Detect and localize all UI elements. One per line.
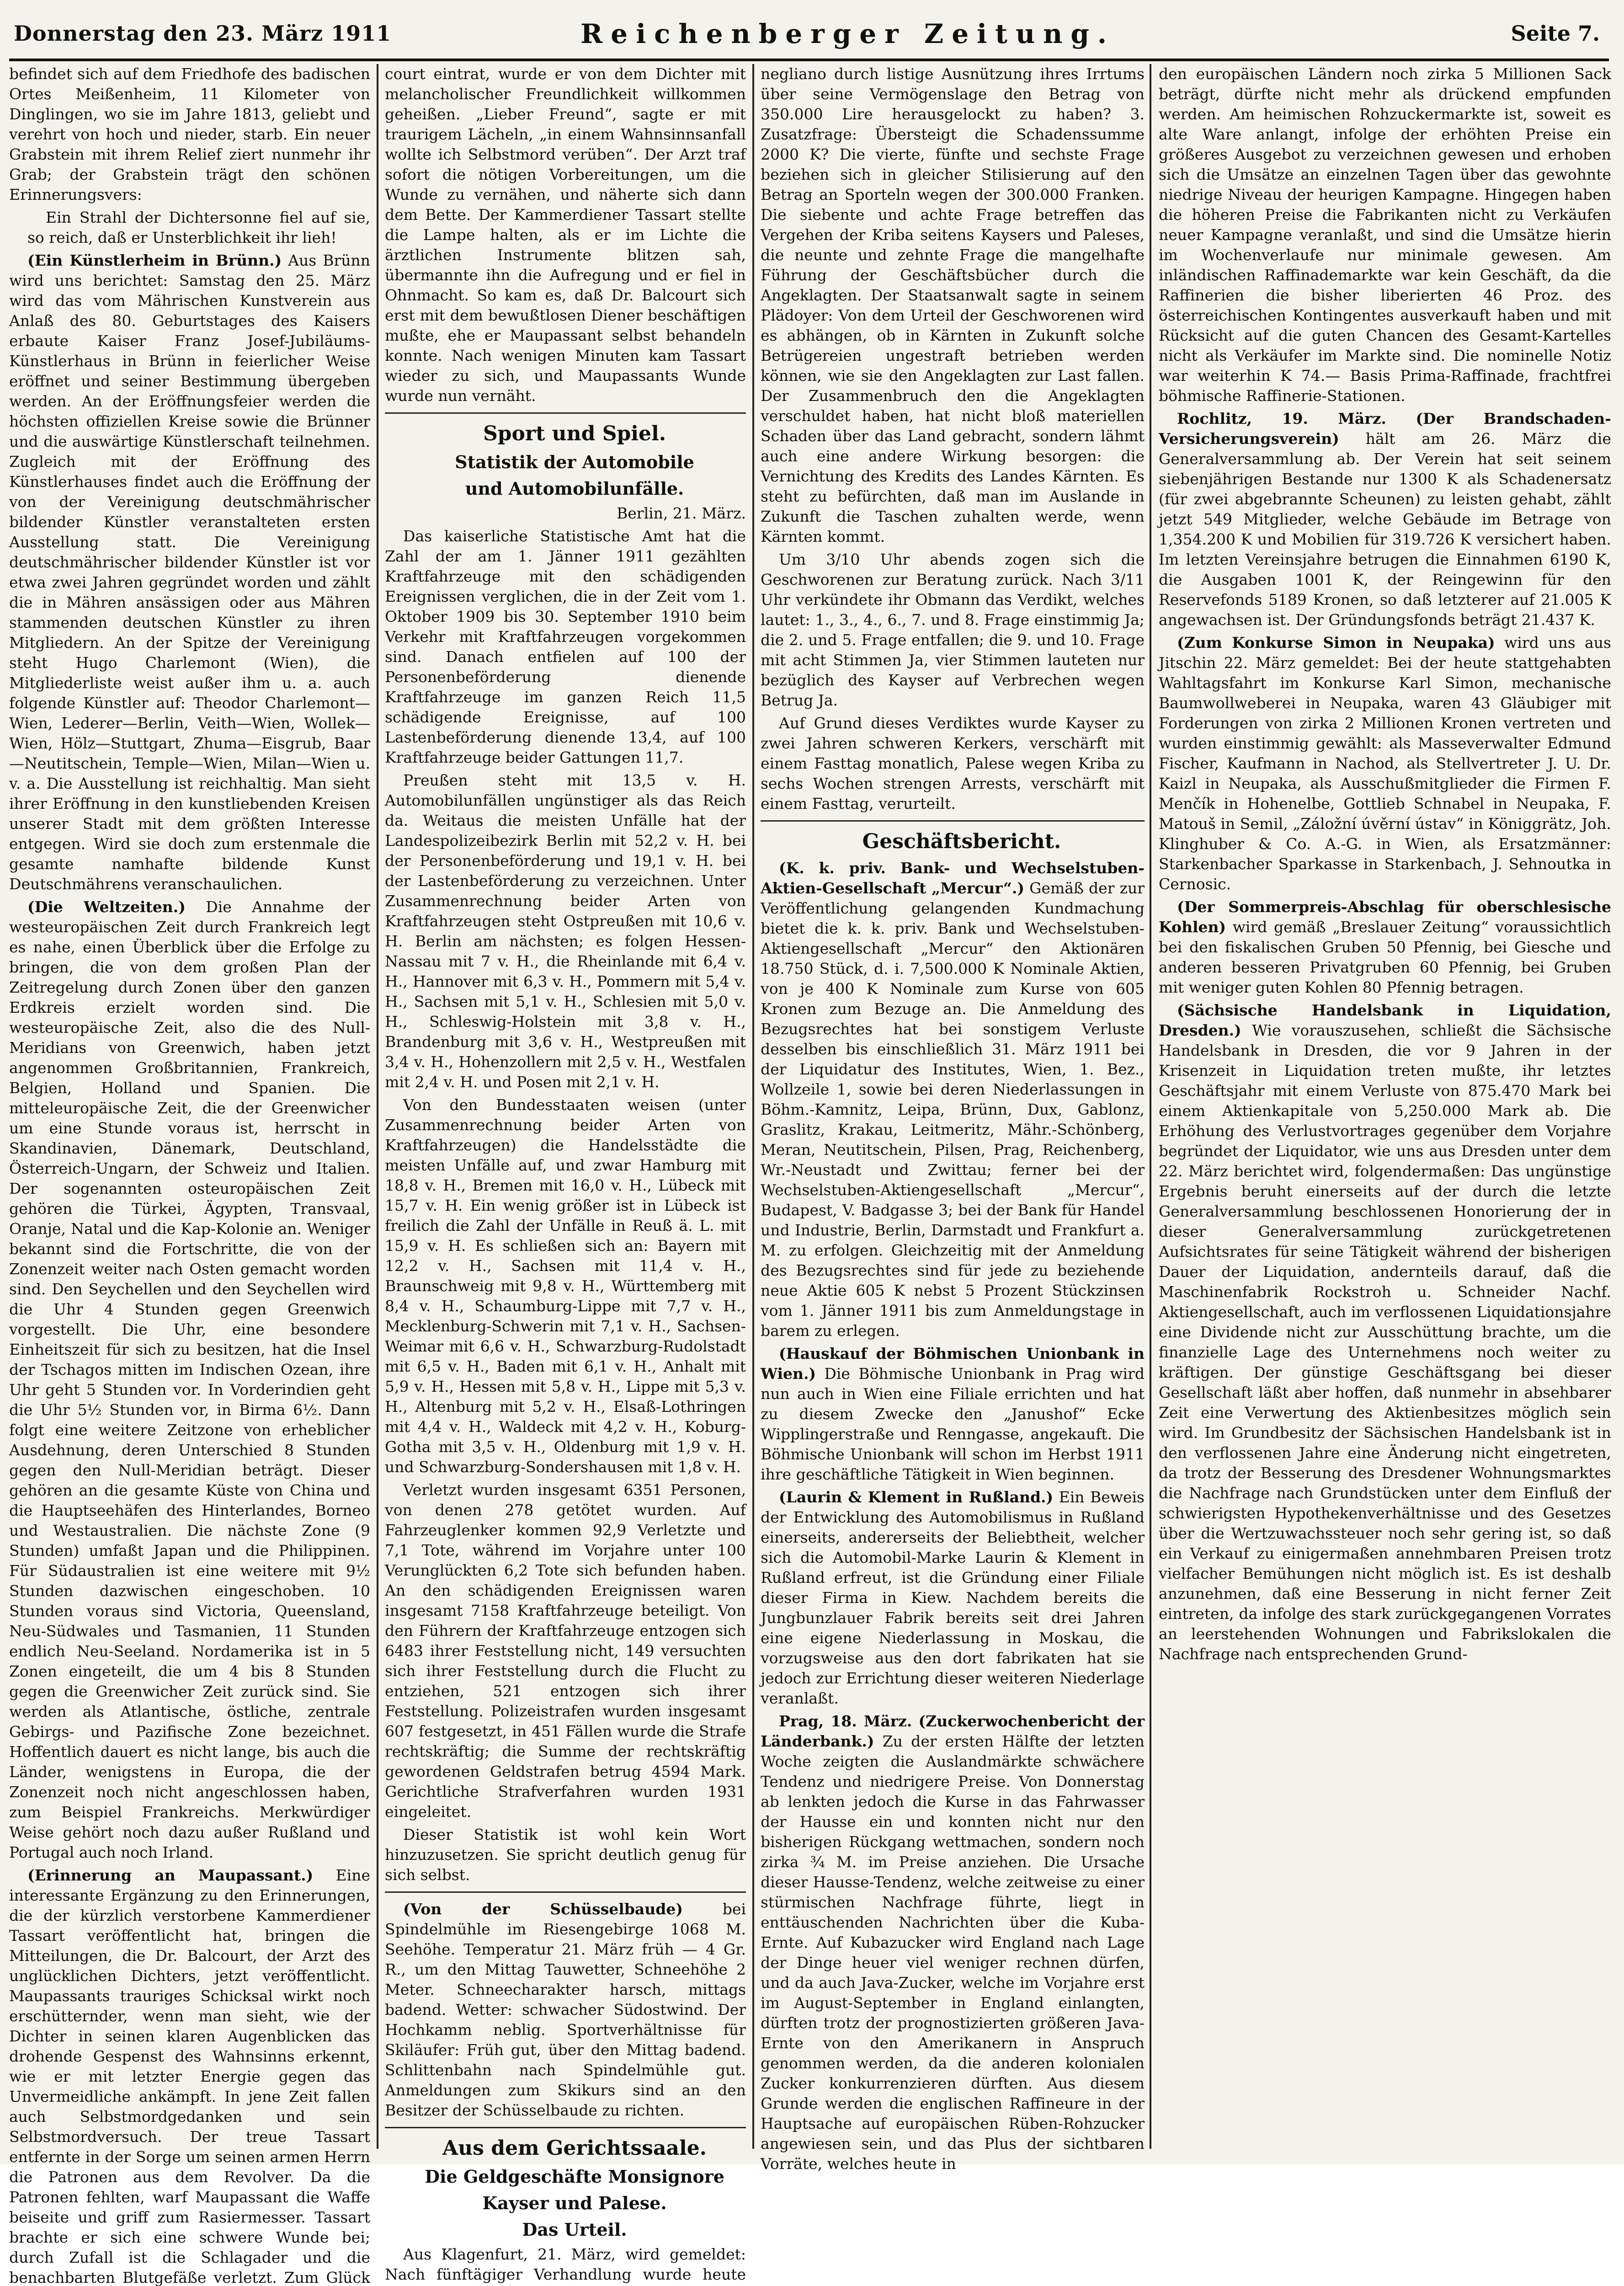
article-unionbank [761,1344,1145,1485]
article-body: Wie vorauszusehen, schließt die Sächsische Handelsbank in Dresden, die vor 9 Jahren in der Krisenzeit in Liquidation treten mußte, ihr letztes Geschäftsjahr mit einem Verluste von 875.470 Mark bei einem Aktienkapitale von 5,250.000 Mark ab. Die Erhöhung des Verlustvortrages gegenüber dem Vorjahre begründet der Liquidator, wie uns aus Dresden unter dem 22. März berichtet wird, folgendermaßen: Das ungünstige Ergebnis beruht einerseits auf der durch die letzte Generalversammlung beschlossenen Honorierung der in dieser Generalversammlung zurückgetretenen Aufsichtsrates für seine Tätigkeit während der bisherigen Dauer der Liquidation, andernteils darauf, daß die Maschinenfabrik Rockstroh u. Schneider Nachf. Aktiengesellschaft, auch im verflossenen Liquidationsjahre eine Dividende nicht zur Ausschüttung brachte, um die finanzielle Lage des Unternehmens noch weiter zu kräftigen. Der günstige Geschäftsgang bei dieser Gesellschaft läßt aber hoffen, daß nunmehr in absehbarer Zeit eine Verwertung des Aktienbesitzes möglich sein wird. Im Grundbesitz der Sächsischen Handelsbank ist in den verflossenen Jahre eine Änderung nicht eingetreten, da trotz der Besserung des Dresdener Wohnungsmarktes die Nachfrage nach Grundstücken unter dem Einfluß der schwierigsten Hypothekenverhältnisse und des Gesetzes über die Wertzuwachssteuer noch sehr gering ist, so daß ein Verkauf zu einigermaßen annehmbaren Preisen trotz vielfacher Bemühungen nicht möglich ist. Es ist deshalb anzunehmen, daß eine Besserung in nicht ferner Zeit eintreten, da infolge des stark zurückgegangenen Vorrates an leerstehenden Wohnungen und Fabrikslokalen die Nachfrage nach entsprechenden Grund- [1159,1021,1611,1663]
article-headline: (Erinnerung an Maupassant.) [27,1866,314,1884]
article-handelsbank [1159,1000,1611,1664]
article-headline: Die Geldgeschäfte Monsignore [425,2166,724,2187]
article-headline: (Zuckerwochenbericht der Länderbank.) [761,1712,1145,1750]
dateline: Berlin, 21. März. [617,504,746,522]
column-4 [1159,64,1611,2149]
article-headline: (Sächsische Handelsbank in Liquidation, Dresden.) [1159,1001,1611,1039]
article-paragraph: Verletzt wurden insgesamt 6351 Personen, von denen 278 getötet wurden. Auf Fahrzeuglenker kommen 92,9 Verletzte und 7,1 Tote, während im Vorjahre unter 100 Verunglückten 6,2 Tote sich befunden haben. An den schädigenden Ereignissen waren insgesamt 7158 Kraftfahrzeuge beteiligt. Von den Führern der Kraftfahrzeuge entzogen sich 6483 ihrer Feststellung nicht, 149 versuchten sich ihrer Feststellung durch die Flucht zu entziehen, 521 entzogen sich ihrer Feststellung. Polizeistrafen wurden insgesamt 607 festgesetzt, in 451 Fällen wurde die Strafe rechtskräftig; die Summe der rechtskräftig gewordenen Geldstrafen betrug 4594 Mark. Gerichtliche Strafverfahren wurden 1931 eingeleitet. [385,1481,746,1821]
article-maupassant [9,1865,370,2286]
section-divider [385,2127,746,2128]
article-paragraph: Dieser Statistik ist wohl kein Wort hinzuzusetzen. Sie spricht deutlich genug für sich selbst. [385,1826,746,1884]
page-number: Seite 7. [1511,21,1600,46]
article-body: Gemäß der zur Veröffentlichung gelangenden Kundmachung bietet die k. k. priv. Bank und Wechselstuben-Aktiengesellschaft „Mercur“ den Aktionären 18.750 Stück, d. i. 7,500.000 K Nominale Aktien, von je 400 K Nominale zum Kurse von 605 Kronen zum Bezuge an. Die Anmeldung des Bezugsrechtes hat bei sonstigem Verluste desselben bis einschließlich 31. März 1911 bei der Liquidatur des Institutes, Wien, 1. Bez., Wollzeile 1, sowie bei deren Niederlassungen in Böhm.-Kamnitz, Leipa, Brünn, Dux, Gablonz, Graslitz, Krakau, Leitmeritz, Mähr.-Schönberg, Meran, Neutitschein, Pilsen, Prag, Reichenberg, Wr.-Neustadt und Zwittau; ferner bei der Wechselstuben-Aktiengesellschaft „Mercur“, Budapest, V. Badgasse 3; bei der Bank für Handel und Industrie, Berlin, Darmstadt und Frankfurt a. M. zu erfolgen. Gleichzeitig mit der Anmeldung des Bezugsrechtes sind für jede zu beziehende neue Aktie 605 K nebst 5 Prozent Stückzinsen vom 1. Jänner 1911 bis zum Anmeldungstage in barem zu erlegen. [761,879,1145,1340]
header-date: Donnerstag den 23. März 1911 [14,21,392,46]
verse: Ein Strahl der Dichtersonne fiel auf sie, so reich, daß er Unsterblichkeit ihr lieh! [27,208,370,246]
article-weltzeiten [9,897,370,1863]
article-headline: Kayser und Palese. [482,2193,667,2213]
article-kuenstlerheim [9,251,370,894]
article-subheadline: Das Urteil. [522,2219,627,2240]
article-mercur [761,858,1145,1341]
section-divider [385,412,746,414]
article-paragraph: Von den Bundesstaaten weisen (unter Zusammenrechnung beider Arten von Kraftfahrzeugen) die Handelsstädte die meisten Unfälle auf, und zwar Hamburg mit 18,8 v. H., Bremen mit 16,0 v. H., Lübeck mit 15,7 v. H. Ein wenig größer ist in Lübeck ist freilich die Zahl der Unfälle in Reuß ä. L. mit 15,9 v. H. Es schließen sich an: Bayern mit 12,2 v. H., Sachsen mit 11,4 v. H., Braunschweig mit 9,8 v. H., Württemberg mit 8,4 v. H., Schaumburg-Lippe mit 7,7 v. H., Mecklenburg-Schwerin mit 7,1 v. H., Sachsen-Weimar mit 6,6 v. H., Schwarzburg-Rudolstadt mit 6,5 v. H., Baden mit 6,1 v. H., Anhalt mit 5,9 v. H., Hessen mit 5,8 v. H., Lippe mit 5,3 v. H., Altenburg mit 5,2 v. H., Elsaß-Lothringen mit 4,4 v. H., Waldeck mit 4,2 v. H., Koburg-Gotha mit 3,5 v. H., Oldenburg mit 1,9 v. H. und Schwarzburg-Sondershausen mit 1,8 v. H. [385,1096,746,1476]
article-laurin-klement [761,1487,1145,1709]
article-zuckerbericht [761,1711,1145,2174]
article-continuation: den europäischen Ländern noch zirka 5 Millionen Sack beträgt, dürfte nicht mehr als drückend empfunden werden. Am heimischen Rohzuckermarkte ist, soweit es alte Ware anlangt, infolge der erhöhten Preise ein größeres Ausgebot zu verzeichnen gewesen und erhoben sich die Umsätze an einzelnen Tagen über das gewohnte niedrige Niveau der heurigen Kampagne. Hingegen haben die höheren Preise die Fabrikanten nicht zu Verkäufen neuer Kampagne veranlaßt, und sind die Umsätze hierin im Wochenverlaufe nur minimale gewesen. Am inländischen Raffinademarkte war kein Geschäft, da die Raffinerien die bisher liberierten 46 Proz. des österreichischen Kontingentes ausverkauft haben und mit Rücksicht auf die guten Chancen des Gesamt-Kartelles nicht als Verkäufer im Markte sind. Die nominelle Notiz war weiterhin K 74.— Basis Prima-Raffinade, frachtfrei böhmische Raffinerie-Stationen. [1159,65,1611,405]
article-headline: (K. k. priv. Bank- und Wechselstuben-Aktien-Gesellschaft „Mercur“.) [761,859,1145,897]
masthead-title: Reichenberger Zeitung. [580,18,1115,49]
article-body: Die Böhmische Unionbank in Prag wird nun auch in Wien eine Filiale errichten und hat zu diesem Zwecke den „Janushof“ Ecke Wipplingerstraße und Renngasse, angekauft. Die Böhmische Unionbank will schon im Herbst 1911 ihre geschäftliche Tätigkeit in Wien beginnen. [761,1365,1145,1483]
article-headline: (Hauskauf der Böhmischen Unionbank in Wien.) [761,1345,1145,1383]
column-3 [761,64,1145,2173]
article-headline: (Der Sommerpreis-Abschlag für oberschlesische Kohlen) [1159,898,1611,936]
article-headline: (Der Brandschaden-Versicherungsverein) [1159,410,1611,448]
article-headline: (Laurin & Klement in Rußland.) [779,1488,1054,1506]
column-rule [1150,64,1151,2149]
article-continuation: negliano durch listige Ausnützung ihres Irrtums über seine Vermögenslage den Betrag von 350.000 Lire herausgelockt zu haben? 3. Zusatzfrage: Übersteigt die Schadenssumme 2000 K? Die vierte, fünfte und sechste Frage beziehen sich in gleicher Stilisierung auf den Betrag an Sporteln wegen der 300.000 Franken. Die siebente und achte Frage betreffen das Vergehen der Kriba seitens Kaysers und Paleses, die neunte und zehnte Frage die mangelhafte Führung der Geschäftsbücher durch die Angeklagten. Der Staatsanwalt sagte in seinem Plädoyer: Von dem Urteil der Geschworenen wird es abhängen, ob in Kärnten in Zukunft solche Betrügereien ungestraft betrieben werden können, wie sie den Angeklagten zur Last fallen. Der Zusammenbruch den die Angeklagten verschuldet haben, hat nicht bloß materiellen Schaden über das Land gebracht, sondern lähmt auch eine andere Wirkung besorgen: die Vernichtung des Kredits des Landes Kärnten. Es steht zu befürchten, daß man im Auslande in Zukunft die Taschen zuhalten werde, wenn Kärnten kommt. [761,65,1145,545]
article-paragraph: Aus Klagenfurt, 21. März, wird gemeldet: Nach fünftägiger Verhandlung wurde heute [385,2245,746,2283]
article-dateline: Rochlitz, 19. März. [1177,410,1386,427]
article-konkurs-simon [1159,633,1611,894]
article-body: Eine interessante Ergänzung zu den Erinnerungen, die der kürzlich verstorbene Kammerdiener Tassart veröffentlicht hat, bringen die Mitteilungen, die Dr. Balcourt, der Arzt des unglücklichen Dichters, jetzt veröffentlicht. Maupassants trauriges Schicksal wirkt noch erschütternder, wenn man sieht, wie der Dichter in seinen klaren Augenblicken das drohende Gespenst des Wahnsinns erkennt, wie er mit letzter Energie gegen das Unvermeidliche ankämpft. In jene Zeit fallen auch Selbstmordgedanken und sein Selbstmordversuch. Der treue Tassart entfernte in der Sorge um seinen armen Herrn die Patronen aus dem Revolver. Da die Patronen fehlten, warf Maupassant die Waffe beiseite und griff zum Rasiermesser. Tassart brachte er sich eine schwere Wunde bei; durch Zufall ist die Schlagader und die benachbarten Blutgefäße verletzt. Zum Glück [9,1866,370,2286]
article-headline: (Ein Künstlerheim in Brünn.) [27,251,282,269]
article-body: Zu der ersten Hälfte der letzten Woche zeigten die Auslandmärkte schwächere Tendenz und niedrigere Preise. Von Donnerstag ab lenkten jedoch die Kurse in das Fahrwasser der Hausse ein und konnten nicht nur den bisherigen Rückgang wettmachen, sondern noch zirka ¾ M. im Preise anziehen. Die Ursache dieser Hausse-Tendenz, welche zeitweise zu einer stürmischen Nachfrage führte, liegt in enttäuschenden Nachrichten über die Kuba-Ernte. Auf Kubazucker wird England nach Lage der Dinge heuer viel weniger rechnen dürfen, und da auch Java-Zucker, welche im Vorjahre erst im August-September in England einlangten, dürften trotz der prognostizierten größeren Java-Ernte von den Amerikanern in Anspruch genommen werden, da die anderen kolonialen Zucker konkurrenzieren dürften. Aus diesem Grunde werden die englischen Raffineure in der Hauptsache auf europäischen Rüben-Rohzucker angewiesen sein, und das Plus der sichtbaren Vorräte, welches heute in [761,1732,1145,2173]
section-divider [761,820,1145,822]
article-continuation: court eintrat, wurde er von dem Dichter mit melancholischer Freundlichkeit willkommen geheißen. „Lieber Freund“, sagte er mit traurigem Lächeln, „in einem Wahnsinnsanfall wollte ich Selbstmord verüben“. Der Arzt traf sofort die nötigen Vorbereitungen, um die Wunde zu vernähen, und näherte sich dann dem Bette. Der Kammerdiener Tassart stellte die Lampe halten, als er im Lichte die ärztlichen Instrumente blitzen sah, übermannte ihn die Aufregung und er fiel in Ohnmacht. So kam es, daß Dr. Balcourt sich erst mit dem bewußtlosen Diener beschäftigen mußte, ehe er Maupassant selbst behandeln konnte. Nach wenigen Minuten kam Tassart wieder zu sich, und Maupassants Wunde wurde nun vernäht. [385,65,746,405]
column-1 [9,64,370,2286]
article-body: hält am 26. März die Generalversammlung ab. Der Verein hat seit seinem siebenjährigen Bestande nur 1300 K als Schadenersatz (für zwei abgebrannte Scheunen) zu leisten gehabt, zählt jetzt 549 Mitglieder, welche Gebäude im Betrage von 1,354.200 K und Mobilien für 319.726 K versichert haben. Im letzten Vereinsjahre betrugen die Einnahmen 6190 K, die Ausgaben 1001 K, der Reingewinn für den Reservefonds 5189 Kronen, so daß letzterer auf 21.005 K angewachsen ist. Der Gründungsfonds beträgt 21.437 K. [1159,430,1611,629]
section-title-gerichtssaal: Aus dem Gerichtssaale. [442,2136,707,2160]
article-brandschaden [1159,409,1611,630]
column-rule [377,64,378,2149]
article-headline: (Zum Konkurse Simon in Neupaka) [1177,634,1495,652]
article-body: wird gemäß „Breslauer Zeitung“ voraussichtlich bei den fiskalischen Gruben 50 Pfennig, bei Giesche und anderen besseren Privatgruben 60 Pfennig, bei Gruben mit weniger guten Kohlen 80 Pfennig betragen. [1159,918,1611,996]
article-schuesselbaude [385,1899,746,2120]
article-paragraph: Um 3/10 Uhr abends zogen sich die Geschworenen zur Beratung zurück. Nach 3/11 Uhr verkündete ihr Obmann das Verdikt, welches lautet: 1., 3., 4., 6., 7. und 8. Frage einstimmig Ja; die 2. und 5. Frage entfallen; die 9. und 10. Frage mit acht Stimmen Ja, vier Stimmen lauteten nur bezüglich des Kayser auf Verbrechen wegen Betrug Ja. [761,550,1145,709]
section-title-sport: Sport und Spiel. [483,422,666,445]
article-dateline: Prag, 18. März. [779,1712,912,1730]
column-2 [385,64,746,2283]
article-continuation: befindet sich auf dem Friedhofe des badischen Ortes Meißenheim, 11 Kilometer von Dinglingen, wo sie im Jahre 1813, geliebt und verehrt von hoch und nieder, starb. Ein neuer Grabstein mit ihrem Relief ziert nunmehr ihr Grab; der Grabstein trägt den schönen Erinnerungsvers: [9,65,370,203]
article-body: bei Spindelmühle im Riesengebirge 1068 M. Seehöhe. Temperatur 21. März früh — 4 Gr. R., um den Mittag Tauwetter, Schneehöhe 2 Meter. Schneecharakter harsch, mittags badend. Wetter: schwacher Südostwind. Der Hochkamm neblig. Sportverhältnisse für Skiläufer: Früh gut, über den Mittag badend. Schlittenbahn nach Spindelmühle gut. Anmeldungen zum Skikurs sind an den Besitzer der Schüsselbaude zu richten. [385,1900,746,2119]
section-title-geschaeftsbericht: Geschäftsbericht. [862,830,1061,853]
article-headline: (Von der Schüsselbaude) [403,1900,683,1918]
article-headline: und Automobilunfälle. [465,478,684,499]
section-divider [385,1891,746,1893]
article-body: Ein Beweis der Entwicklung des Automobilismus in Rußland einerseits, andererseits der Beliebtheit, welcher sich die Automobil-Marke Laurin & Klement in Rußland erfreut, ist die Gründung einer Filiale dieser Firma in Kiew. Nachdem bereits die Jungbunzlauer Fabrik bereits seit drei Jahren eine eigene Niederlassung in Moskau, die vorzugsweise aus den dort fabrikaten hat sie jedoch zur Errichtung dieser weiteren Niederlage veranlaßt. [761,1488,1145,1707]
article-kohlen [1159,897,1611,998]
page-header [9,8,1609,61]
article-body: Die Annahme der westeuropäischen Zeit durch Frankreich legt es nahe, einen Überblick über die Erfolge zu bringen, die von dem großen Plan der Zeitregelung durch Zonen über den ganzen Erdkreis erzielt worden sind. Die westeuropäische Zeit, also die des Null-Meridians von Greenwich, haben jetzt angenommen Großbritannien, Frankreich, Belgien, Holland und Spanien. Die mitteleuropäische Zeit, die der Greenwicher um eine Stunde voraus ist, herrscht in Skandinavien, Dänemark, Deutschland, Österreich-Ungarn, der Schweiz und Italien. Der sogenannten osteuropäischen Zeit gehören die Türkei, Ägypten, Transvaal, Oranje, Natal und die Kap-Kolonie an. Weniger bekannt sind die Fortschritte, die von der Zonenzeit weiter nach Osten gemacht worden sind. Den Seychellen und den Seychellen wird die Uhr 4 Stunden gegen Greenwich vorgestellt. Die Uhr, eine besondere Einheitszeit für sich zu besitzen, hat die Insel der Tschagos mitten im Indischen Ozean, ihre Uhr geht 5 Stunden vor. In Vorderindien geht die Uhr 5½ Stunden vor, in Birma 6½. Dann folgt eine weitere Zeitzone von erheblicher Ausdehnung, deren Unterschied 8 Stunden gegen den Null-Meridian beträgt. Dieser gehören an die gesamte Küste von China und die Hauptseehäfen des Hinterlandes, Borneo und Westaustralien. Die nächste Zone (9 Stunden) umfaßt Japan und die Philippinen. Für Südaustralien ist eine weitere mit 9½ Stunden dazwischen eingeschoben. 10 Stunden voraus sind Victoria, Queensland, Neu-Südwales und Tasmanien, 11 Stunden endlich Neu-Seeland. Nordamerika ist in 5 Zonen eingeteilt, die um 4 bis 8 Stunden gegen die Greenwicher Zeit zurück sind. Sie werden als Atlantische, östliche, zentrale Gebirgs- und Pazifische Zone bezeichnet. Hoffentlich dauert es nicht lange, bis auch die Länder, wenigstens in Europa, die der Zonenzeit noch nicht angeschlossen haben, zum Beispiel Frankreichs. Merkwürdiger Weise gehört noch dazu außer Rußland und Portugal auch noch Irland. [9,898,370,1861]
article-paragraph: Das kaiserliche Statistische Amt hat die Zahl der am 1. Jänner 1911 gezählten Kraftfahrzeuge mit den schädigenden Ereignissen verglichen, die in der Zeit vom 1. Oktober 1909 bis 30. September 1910 beim Verkehr mit Kraftfahrzeugen vorgekommen sind. Danach entfielen auf 100 der Personenbeförderung dienende Kraftfahrzeuge im ganzen Reich 11,5 schädigende Ereignisse, auf 100 Lastenbeförderung dienende 13,4, auf 100 Kraftfahrzeuge beider Gattungen 11,7. [385,527,746,766]
article-paragraph: Preußen steht mit 13,5 v. H. Automobilunfällen ungünstiger als das Reich da. Weitaus die meisten Unfälle hat der Landespolizeibezirk Berlin mit 52,2 v. H. bei der Personenbeförderung und 19,1 v. H. bei der Lastenbeförderung zu verzeichnen. Unter Zusammenrechnung beider Arten von Kraftfahrzeugen steht Ostpreußen mit 10,6 v. H. Berlin am nächsten; es folgen Hessen-Nassau mit 7 v. H., die Rheinlande mit 6,4 v. H., Hannover mit 6,3 v. H., Pommern mit 5,4 v. H., Sachsen mit 5,1 v. H., Schlesien mit 5,0 v. H., Schleswig-Holstein mit 3,8 v. H., Brandenburg mit 3,6 v. H., Westpreußen mit 3,4 v. H., Hohenzollern mit 2,5 v. H., Westfalen mit 2,4 v. H. und Posen mit 2,1 v. H. [385,771,746,1091]
article-headline: Statistik der Automobile [455,452,694,472]
article-headline: (Die Weltzeiten.) [27,898,186,916]
article-paragraph: Auf Grund dieses Verdiktes wurde Kayser zu zwei Jahren schweren Kerkers, verschärft mit einem Fasttag monatlich, Palese wegen Kriba zu sechs Wochen strengen Arrests, verschärft mit einem Fasttag, verurteilt. [761,714,1145,812]
article-body: wird uns aus Jitschin 22. März gemeldet: Bei der heute stattgehabten Wahltagsfahrt im Konkurse Karl Simon, mechanische Baumwollweberei in Neupaka, waren 43 Gläubiger mit Forderungen von zirka 2 Millionen Kronen vertreten und wurden einstimmig gewählt: als Masseverwalter Edmund Fischer, Kaufmann in Nachod, als Stellvertreter J. U. Dr. Kaizl in Neupaka, als Ausschußmitglieder die Firmen F. Menčík in Hohenelbe, Gottlieb Schnabel in Neupaka, F. Matouš in Semil, „Záložní úvěrní ústav“ in Königgrätz, Joh. Klinghuber & Co. A.-G. in Wien, als Ersatzmänner: Starkenbacher Sparkasse in Starkenbach, J. Sehnoutka in Cernosic. [1159,634,1611,893]
article-body: Aus Brünn wird uns berichtet: Samstag den 25. März wird das vom Mährischen Kunstverein aus Anlaß des 80. Geburtstages des Kaisers erbaute Kaiser Franz Josef-Jubiläums-Künstlerhaus in Brünn in feierlicher Weise eröffnet und seiner Bestimmung übergeben werden. An der Eröffnungsfeier werden die höchsten offiziellen Kreise sowie die Brünner und die auswärtige Künstlerschaft teilnehmen. Zugleich mit der Eröffnung des Künstlerhauses findet auch die Eröffnung der von der Vereinigung deutschmährischer bildender Künstler veranstalteten ersten Ausstellung statt. Die Vereinigung deutschmährischer bildender Künstler ist vor etwa zwei Jahren gegründet worden und zählt die in Mähren ansässigen oder aus Mähren stammenden deutschen Künstler zu ihren Mitgliedern. An der Spitze der Vereinigung steht Hugo Charlemont (Wien), die Mitgliederliste weist außer ihm u. a. auch folgende Künstler auf: Theodor Charlemont—Wien, Lederer—Berlin, Veith—Wien, Wollek—Wien, Hölz—Stuttgart, Zhuma—Eisgrub, Baar—Neutitschein, Temple—Wien, Milan—Wien u. v. a. Die Ausstellung ist reichhaltig. Man sieht ihrer Eröffnung in den kunstliebenden Kreisen unserer Stadt mit dem größten Interesse entgegen. Wird sie doch zum erstenmale die gesamte namhafte bildende Kunst Deutschmährens veranschaulichen. [9,251,370,893]
column-rule [752,64,754,2149]
